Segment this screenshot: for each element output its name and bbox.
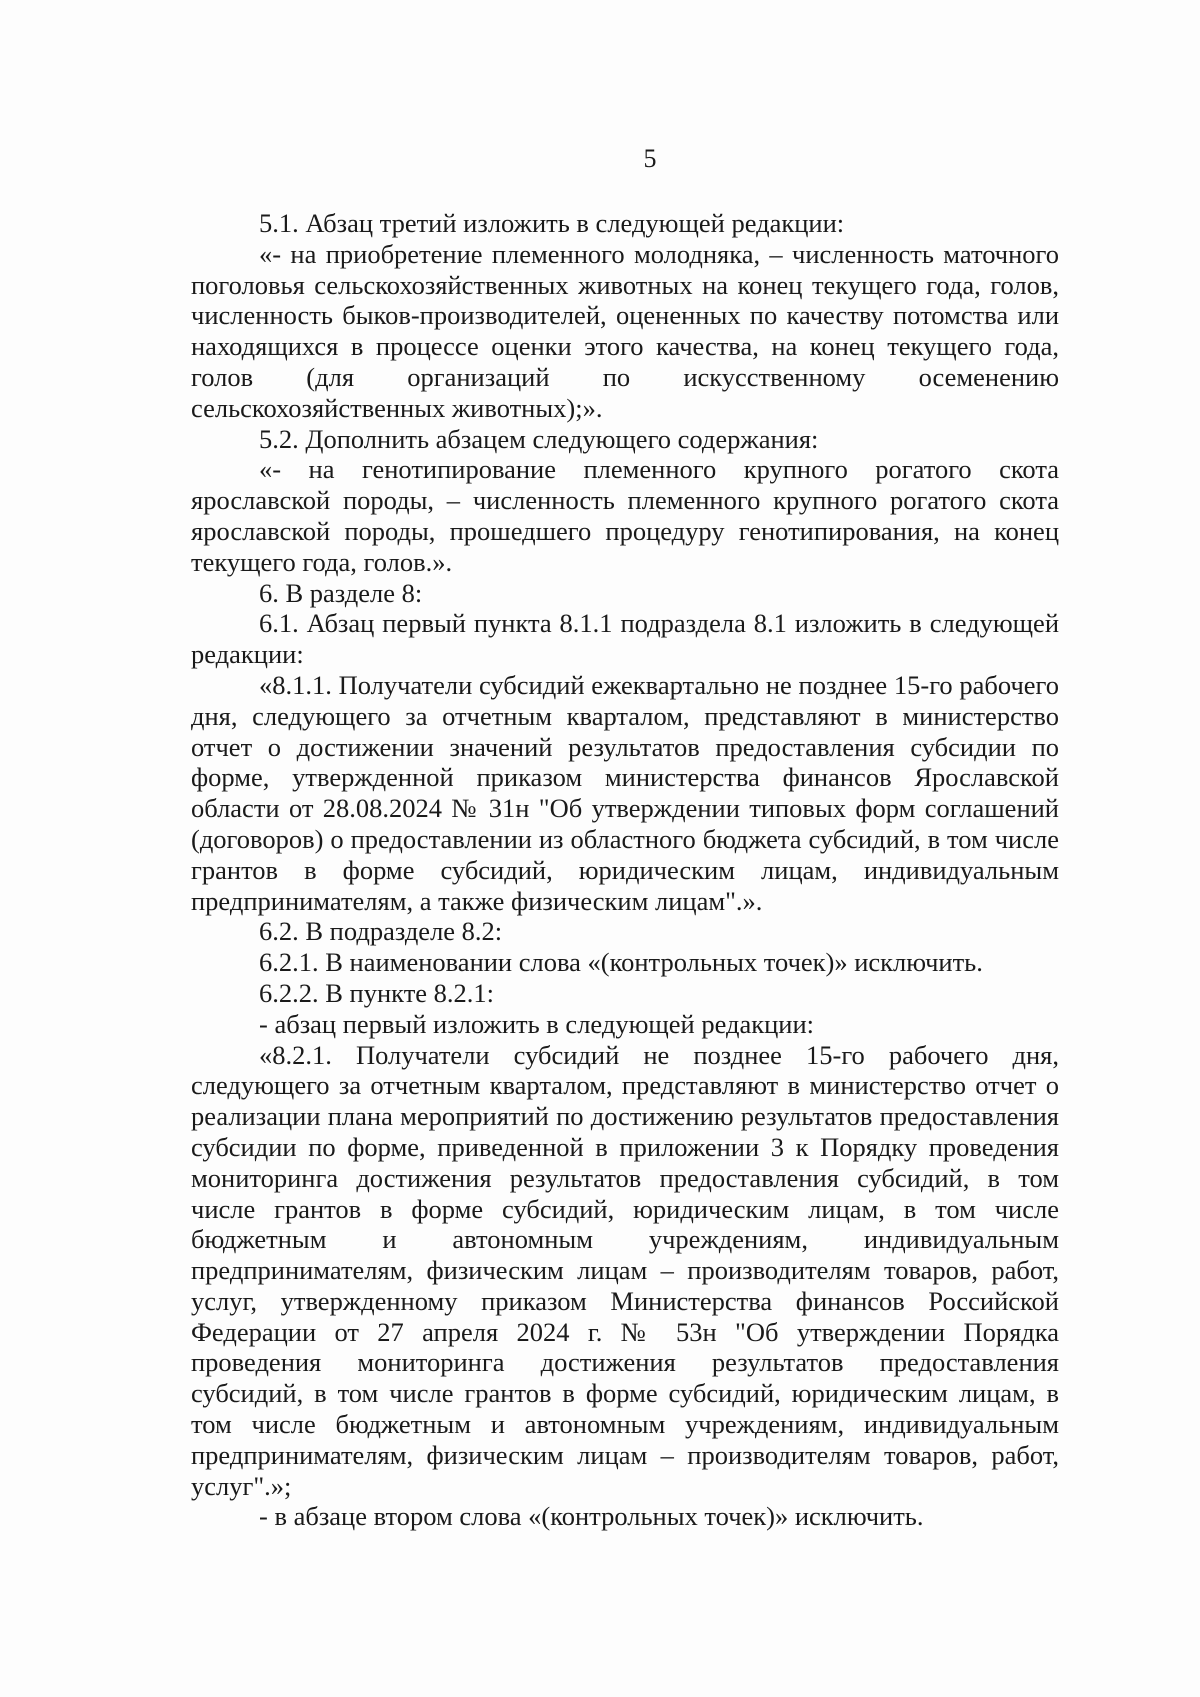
paragraph-6-2-1: 6.2.1. В наименовании слова «(контрольных точек)» исключить. (259, 947, 983, 978)
paragraph-6: 6. В разделе 8: (259, 577, 423, 608)
paragraph-6-1: 6.1. Абзац первый пункта 8.1.1 подраздела 8.1 изложить в следующей редакции: (191, 608, 1059, 670)
paragraph-6-2-2-second: - в абзаце втором слова «(контрольных точек)» исключить. (259, 1501, 924, 1532)
paragraph-6-2-2-first: - абзац первый изложить в следующей редакции: (259, 1008, 815, 1039)
paragraph-5-2: 5.2. Дополнить абзацем следующего содержания: (259, 423, 819, 454)
paragraph-5-2-text: «- на генотипирование племенного крупного рогатого скота ярославской породы, – численность племенного крупного рогатого скота ярославской породы, прошедшего процедуру генотипирования, на конец текущего года, голов.». (191, 454, 1059, 577)
paragraph-5-1: 5.1. Абзац третий изложить в следующей редакции: (259, 208, 845, 238)
paragraph-6-2: 6.2. В подразделе 8.2: (259, 916, 503, 947)
paragraph-6-2-2-text: «8.2.1. Получатели субсидий не позднее 15-го рабочего дня, следующего за отчетным кварталом, представляют в министерство отчет о реализации плана мероприятий по достижению результатов предоставления субсидии по форме, приведенной в приложении 3 к Порядку проведения мониторинга достижения результатов предоставления субсидий, в том числе грантов в форме субсидий, юридическим лицам, в том числе бюджетным и автономным учреждениям, индивидуальным предпринимателям, физическим лицам – производителям товаров, работ, услуг, утвержденному приказом Министерства финансов Российской Федерации от 27 апреля 2024 г. № 53н "Об утверждении Порядка проведения мониторинга достижения результатов предоставления субсидий, в том числе грантов в форме субсидий, юридическим лицам, в том числе бюджетным и автономным учреждениям, индивидуальным предпринимателям, физическим лицам – производителям товаров, работ, услуг".»; (191, 1039, 1059, 1501)
paragraph-5-1-text: «- на приобретение племенного молодняка, – численность маточного поголовья сельскохозяйственных животных на конец текущего года, голов, численность быков-производителей, оцененных по качеству потомства или находящихся в процессе оценки этого качества, на конец текущего года, голов (для организаций по искусственному осеменению сельскохозяйственных животных);». (191, 238, 1059, 423)
paragraph-6-1-text: «8.1.1. Получатели субсидий ежеквартально не позднее 15-го рабочего дня, следующего за отчетным кварталом, представляют в министерство отчет о достижении значений результатов предоставления субсидии по форме, утвержденной приказом министерства финансов Ярославской области от 28.08.2024 № 31н "Об утверждении типовых форм соглашений (договоров) о предоставлении из областного бюджета субсидий, в том числе грантов в форме субсидий, юридическим лицам, индивидуальным предпринимателям, а также физическим лицам".». (191, 669, 1059, 916)
paragraph-6-2-2: 6.2.2. В пункте 8.2.1: (259, 977, 495, 1008)
document-body (191, 208, 1059, 1532)
page-number: 5 (643, 144, 657, 173)
